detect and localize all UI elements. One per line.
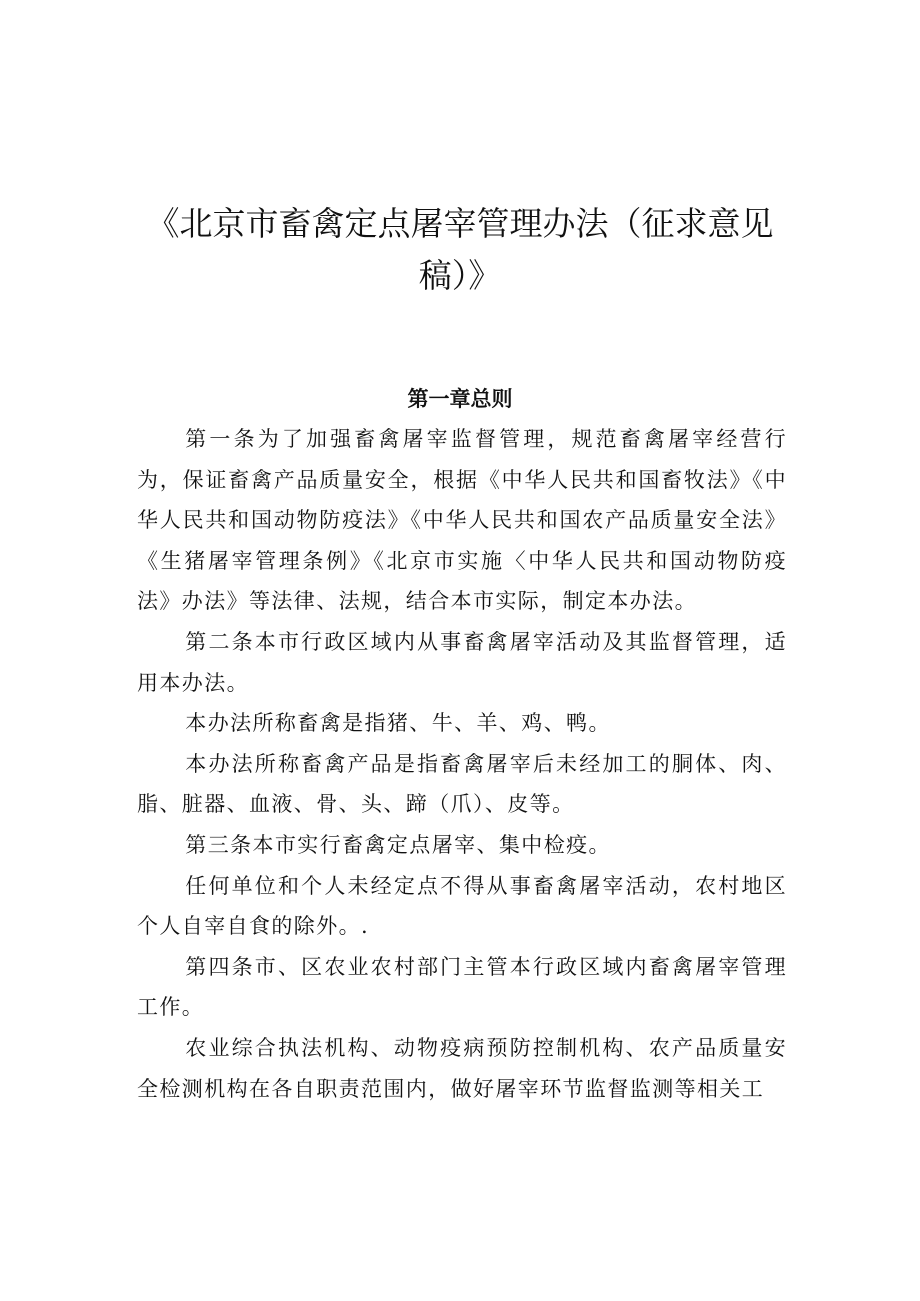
paragraph: 本办法所称畜禽是指猪、牛、羊、鸡、鸭。 bbox=[185, 711, 611, 736]
document-body bbox=[137, 419, 787, 1109]
paragraph: 本办法所称畜禽产品是指畜禽屠宰后未经加工的胴体、肉、脂、脏器、血液、骨、头、蹄（爪）、皮等。 bbox=[137, 751, 787, 817]
paragraph: 第二条本市行政区域内从事畜禽屠宰活动及其监督管理，适用本办法。 bbox=[137, 629, 787, 695]
paragraph: 任何单位和个人未经定点不得从事畜禽屠宰活动，农村地区个人自宰自食的除外。. bbox=[137, 873, 787, 939]
paragraph: 农业综合执法机构、动物疫病预防控制机构、农产品质量安全检测机构在各自职责范围内，做好屠宰环节监督监测等相关工 bbox=[137, 1035, 787, 1101]
paragraph: 第一条为了加强畜禽屠宰监督管理，规范畜禽屠宰经营行为，保证畜禽产品质量安全，根据《中华人民共和国畜牧法》《中华人民共和国动物防疫法》《中华人民共和国农产品质量安全法》《生猪屠宰管理条例》《北京市实施〈中华人民共和国动物防疫法》办法》等法律、法规，结合本市实际，制定本办法。 bbox=[137, 427, 787, 614]
paragraph: 第四条市、区农业农村部门主管本行政区域内畜禽屠宰管理工作。 bbox=[137, 954, 787, 1020]
paragraph: 第三条本市实行畜禽定点屠宰、集中检疫。 bbox=[185, 832, 611, 857]
document-title: 《北京市畜禽定点屠宰管理办法（征求意见稿）》 bbox=[146, 204, 774, 295]
chapter-heading: 第一章总则 bbox=[407, 387, 513, 411]
